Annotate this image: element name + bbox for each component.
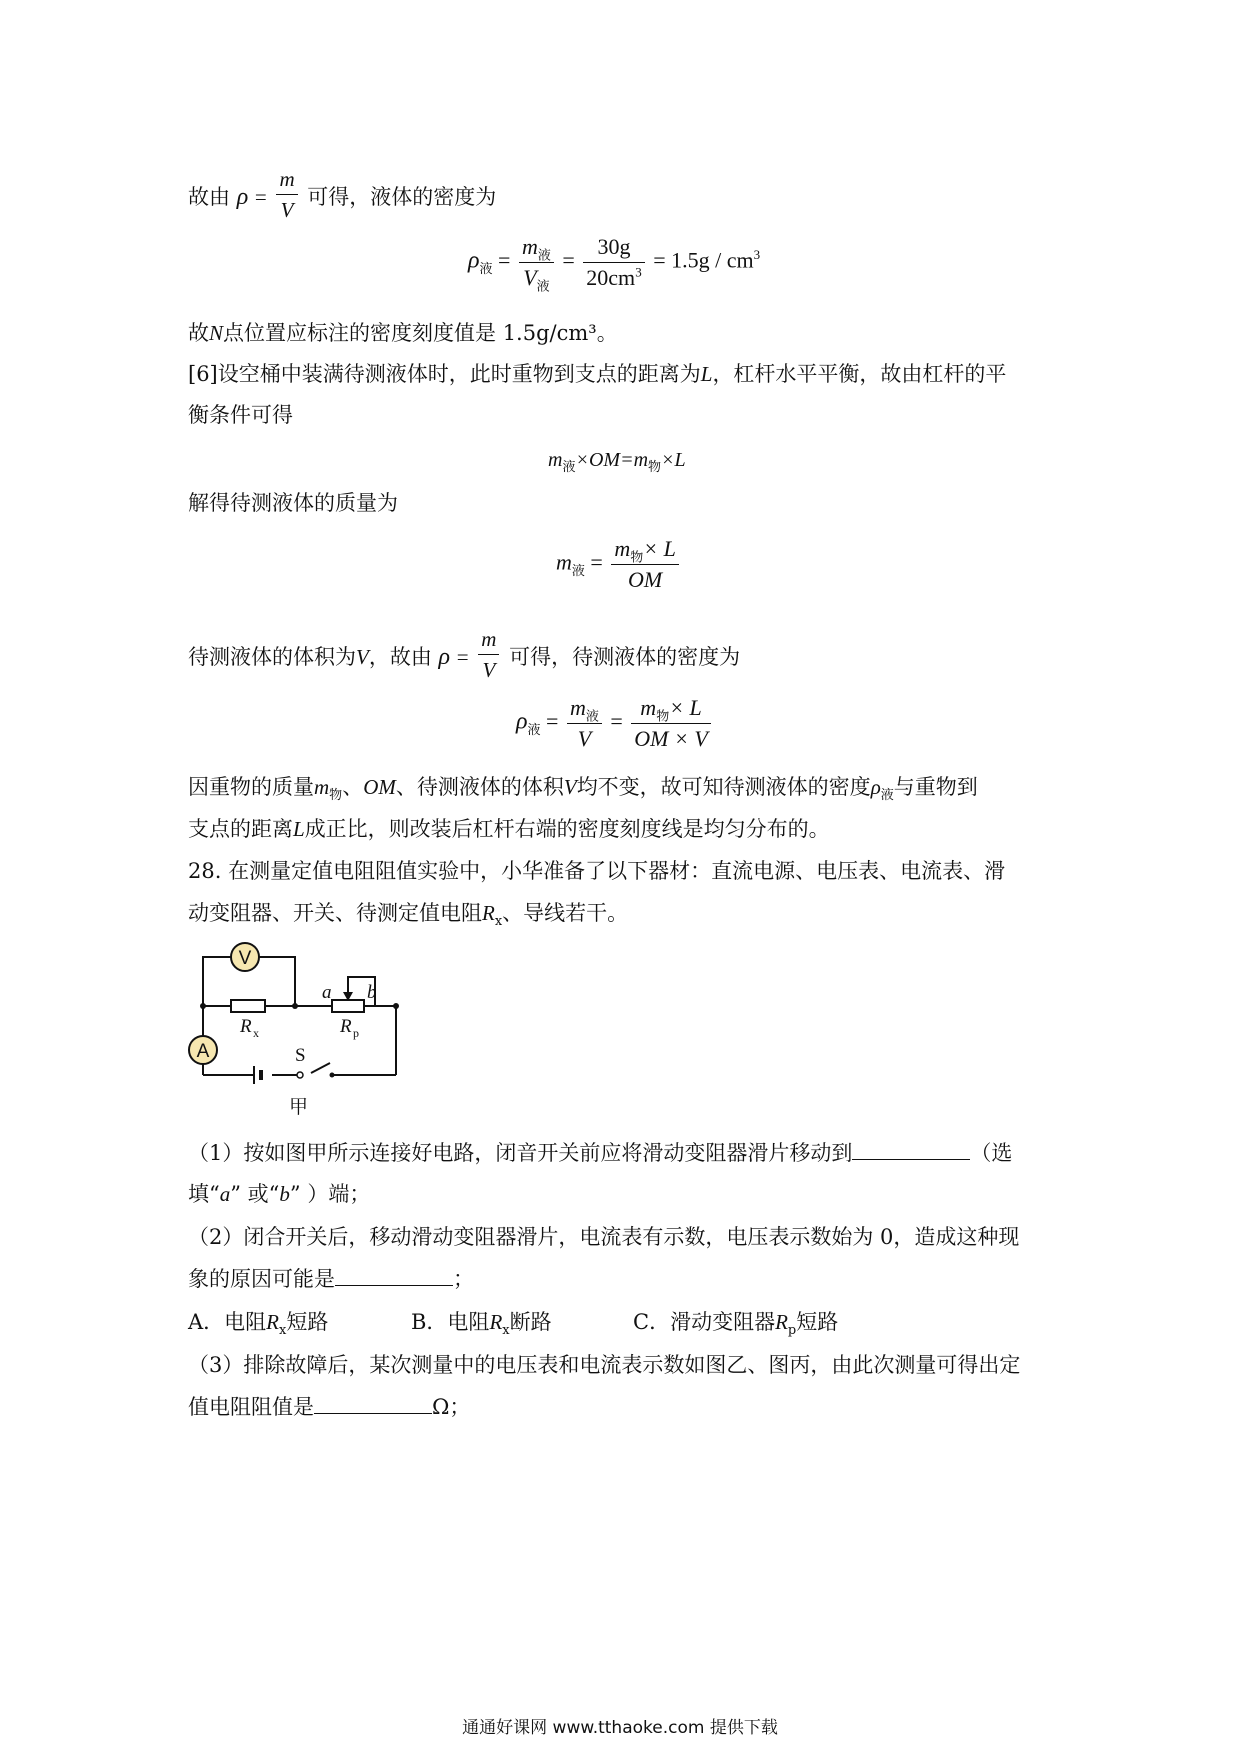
text: B．电阻 — [411, 1310, 490, 1334]
result: = 1.5g / cm — [653, 247, 754, 273]
fraction — [611, 534, 679, 595]
equation-lever — [548, 449, 686, 472]
sub: p — [787, 1323, 797, 1339]
text: （选 — [970, 1141, 1013, 1165]
equals: = — [590, 549, 603, 575]
equals: = — [546, 708, 559, 734]
label-b: b — [367, 982, 377, 1003]
equals: = — [456, 645, 469, 669]
text: 动变阻器、开关、待测定值电阻 — [188, 901, 482, 925]
exp: 3 — [753, 247, 761, 263]
denominator: V — [280, 198, 294, 222]
text: A．电阻 — [188, 1310, 267, 1334]
sub: x — [494, 914, 503, 930]
equals: = — [562, 247, 575, 273]
text: 解得待测液体的质量为 — [188, 491, 398, 515]
text: 支点的距离 — [188, 817, 293, 841]
text: 待测液体的体积为 — [188, 645, 356, 669]
var-R: R — [775, 1310, 788, 1334]
sub: 液 — [537, 247, 551, 263]
part-2-line-2 — [188, 1265, 474, 1293]
V: V — [523, 265, 537, 290]
var-a: a — [219, 1182, 231, 1206]
figure-caption: 甲 — [289, 1096, 309, 1118]
sub: 液 — [527, 721, 541, 737]
text: 可得，液体的密度为 — [307, 185, 497, 209]
m: m — [548, 449, 563, 471]
fraction — [567, 693, 602, 754]
text: ” ）端； — [289, 1182, 371, 1206]
fraction-m-over-V — [478, 624, 499, 685]
circuit-diagram — [180, 935, 420, 1125]
var-rho: ρ — [870, 775, 881, 799]
sub: 物 — [630, 549, 644, 565]
answer-blank-1[interactable] — [852, 1139, 970, 1160]
var-V: V — [563, 775, 577, 799]
sub: 液 — [880, 788, 894, 804]
sub: 物 — [329, 788, 343, 804]
text: 因重物的质量 — [188, 775, 314, 799]
var-OM: OM — [363, 775, 396, 799]
text: 均不变，故可知待测液体的密度 — [576, 775, 871, 799]
numerator: m — [478, 624, 499, 655]
sub: 物 — [656, 708, 670, 724]
fraction-m-over-V — [519, 232, 554, 293]
text: 、 — [342, 775, 364, 799]
text: 故由 — [188, 185, 230, 209]
var-L: L — [293, 817, 305, 841]
voltmeter-label: V — [238, 948, 252, 969]
label-a: a — [322, 982, 332, 1003]
line-12 — [188, 815, 830, 843]
sub: x — [279, 1323, 287, 1339]
label-switch: S — [295, 1045, 306, 1066]
text: Ω； — [432, 1395, 471, 1419]
equals: = — [610, 708, 623, 734]
var-R: R — [482, 901, 495, 925]
resistor-rp — [332, 1000, 364, 1012]
text: 值电阻阻值是 — [188, 1395, 314, 1419]
text: 衡条件可得 — [188, 403, 293, 427]
var-L: L — [700, 362, 713, 386]
label-rx: R — [240, 1016, 252, 1037]
var-m: m — [314, 775, 330, 799]
text: C．滑动变阻器 — [633, 1310, 776, 1334]
equals: = — [498, 247, 511, 273]
equation-density — [468, 232, 760, 293]
rho-symbol: ρ — [438, 644, 451, 670]
var-N: N — [209, 321, 224, 345]
line-4 — [188, 360, 1006, 388]
var-R: R — [489, 1310, 503, 1334]
sub: x — [502, 1323, 510, 1339]
m: m — [556, 549, 572, 575]
line-3 — [188, 319, 618, 347]
OM: OM — [627, 567, 663, 592]
text: 断路 — [509, 1310, 552, 1334]
exp: 3 — [635, 264, 642, 280]
OM-times-V: OM × V — [634, 726, 708, 751]
V: V — [577, 726, 592, 751]
end: ×L — [661, 449, 686, 471]
text: 填“ — [188, 1182, 220, 1206]
label-rp: R — [340, 1016, 352, 1037]
numerator: m — [276, 164, 297, 195]
m: m — [521, 234, 538, 259]
numerator: 30g — [583, 232, 644, 263]
mid: ×OM=m — [575, 449, 649, 471]
sub: 液 — [536, 278, 550, 294]
text: 故 — [188, 321, 209, 345]
var-b: b — [279, 1182, 290, 1206]
question-28-line-2 — [188, 899, 629, 930]
var-V: V — [356, 645, 369, 669]
option-b[interactable] — [411, 1308, 552, 1339]
text: 短路 — [796, 1310, 839, 1334]
answer-blank-3[interactable] — [314, 1393, 432, 1414]
text: 可得，待测液体的密度为 — [509, 645, 741, 669]
sub: 液 — [571, 562, 585, 578]
sub: 物 — [648, 459, 662, 474]
text: （2）闭合开关后，移动滑动变阻器滑片，电流表有示数，电压表示数始为 0，造成这种现 — [188, 1225, 1020, 1249]
rho-symbol: ρ — [236, 184, 249, 210]
equals: = — [254, 185, 267, 209]
fraction — [631, 693, 711, 754]
text: ，故由 — [368, 645, 432, 669]
text: [6]设空桶中装满待测液体时，此时重物到支点的距离为 — [188, 362, 701, 386]
denominator: 20cm — [586, 265, 636, 290]
question-28-line-1 — [188, 857, 1005, 885]
text: 象的原因可能是 — [188, 1267, 335, 1291]
answer-blank-2[interactable] — [335, 1265, 453, 1286]
rho-symbol: ρ — [468, 247, 480, 274]
option-a[interactable] — [188, 1308, 329, 1339]
text: 、待测液体的体积 — [395, 775, 564, 799]
line-5 — [188, 401, 293, 429]
text: ； — [453, 1267, 474, 1291]
m: m — [640, 695, 657, 720]
resistor-rx — [231, 1000, 265, 1012]
equation-density-general — [516, 693, 714, 754]
sub: 液 — [585, 708, 599, 724]
m: m — [569, 695, 586, 720]
line-9 — [188, 628, 740, 689]
denominator: V — [482, 658, 496, 682]
text: ，杠杆水平平衡，故由杠杆的平 — [712, 362, 1007, 386]
line-11 — [188, 773, 978, 804]
line-7 — [188, 489, 398, 517]
part-3-line-2 — [188, 1393, 470, 1421]
text: 成正比，则改装后杠杆右端的密度刻度线是均匀分布的。 — [304, 817, 830, 841]
times-L: × L — [669, 695, 702, 720]
label-rp-sub: p — [353, 1026, 359, 1040]
text: 短路 — [286, 1310, 329, 1334]
option-c[interactable] — [633, 1308, 839, 1339]
var-R: R — [266, 1310, 279, 1334]
text: 、导线若干。 — [502, 901, 629, 925]
line-1 — [188, 168, 496, 229]
label-rx-sub: x — [253, 1026, 259, 1040]
text: （3）排除故障后，某次测量中的电压表和电流表示数如图乙、图丙，由此次测量可得出定 — [188, 1353, 1021, 1377]
equation-mass — [556, 534, 682, 595]
rho-symbol: ρ — [516, 708, 528, 735]
text: 与重物到 — [893, 775, 978, 799]
ammeter-label: A — [196, 1041, 210, 1062]
page-footer: 通通好课网 www.tthaoke.com 提供下载 — [462, 1718, 778, 1738]
fraction-numbers — [583, 232, 644, 293]
fraction-m-over-V — [276, 164, 297, 225]
text: （1）按如图甲所示连接好电路，闭音开关前应将滑动变阻器滑片移动到 — [188, 1141, 853, 1165]
part-1-line-2 — [188, 1180, 370, 1208]
part-1-line-1 — [188, 1139, 1012, 1167]
sub: 液 — [562, 459, 576, 474]
part-3-line-1 — [188, 1351, 1020, 1379]
text: 28. 在测量定值电阻阻值实验中，小华准备了以下器材：直流电源、电压表、电流表、滑 — [188, 859, 1006, 883]
text: ” 或“ — [230, 1182, 280, 1206]
sub-liquid: 液 — [479, 260, 493, 276]
m: m — [614, 536, 631, 561]
part-2-line-1 — [188, 1223, 1019, 1251]
text: 点位置应标注的密度刻度值是 1.5g/cm³。 — [223, 321, 618, 345]
times-L: × L — [643, 536, 676, 561]
